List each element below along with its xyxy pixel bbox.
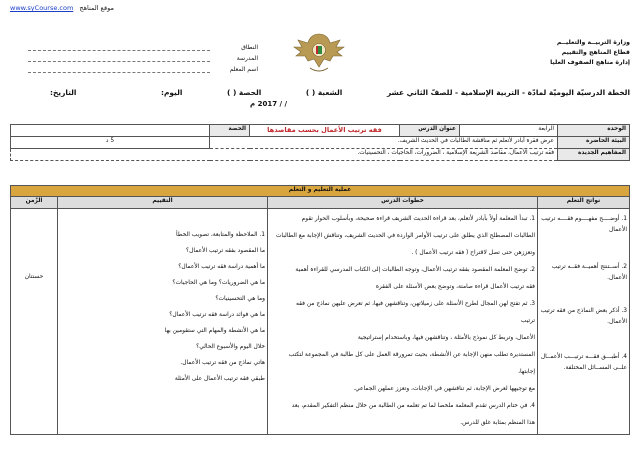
field-row — [28, 51, 258, 62]
outcomes-cell — [538, 209, 630, 435]
assessment-item: هاتي نماذج من فقه ترتيب الأعمال. — [180, 360, 265, 366]
field-line[interactable] — [28, 65, 210, 73]
assessment-item: 1. الملاحظة والمتابعة، تصويب الخطأ — [176, 232, 265, 238]
outcome-item: 1. أوضــــح مفهــــوم فقــــه ترتيب الأعمال — [541, 216, 627, 233]
period-field: الحصة ( ) — [227, 88, 262, 97]
env-value: عرض فقرة أبادر لأتعلم ثم مناقشة الطالبات في الحديث الشريف. — [210, 137, 558, 149]
assessment-item: وما هي التحسينيات؟ — [215, 296, 265, 302]
lesson-title-value: فقه ترتيب الأعمال بحسب مقاصدها — [250, 125, 400, 137]
concepts-label: المفاهيم الجديدة — [558, 149, 630, 161]
outcome-item: 4. أطبـــق فقـــه ترتيـــب الأعمــال علــى المســائل المختلفة. — [540, 354, 627, 371]
field-row — [28, 62, 258, 73]
table-row — [11, 125, 630, 137]
step-line: هذا المنظم بمثابة غلق للدرس. — [460, 420, 535, 426]
step-line: مع توجيهها لعرض الإجابة، ثم تناقشهن في الإجابات، وتعزز عملهن الجماعي. — [353, 386, 535, 392]
outcome-item: 2. أســتنتج أهميــة فقــه ترتيب الأعمال. — [551, 264, 627, 281]
concepts-value: فقه ترتيب الأعمال، مقاصد الشريعة الإسلامية ، الضرورات، الحاجيات ، التحسينيات. — [11, 149, 558, 161]
uae-emblem-icon — [290, 30, 348, 76]
ministry-line: قطاع المناهج والتقييم — [561, 49, 630, 56]
step-line: 2. توضح المعلمة المقصود بفقه ترتيب الأعمال، وتوجه الطالبات إلى الكتاب المدرسي للقراءة أهمية — [295, 267, 535, 273]
site-url-link[interactable]: www.syCourse.com — [10, 4, 74, 12]
step-line: المستديرة تطلب منهن الإجابة عن الأنشطة، بحيث تمرورقة العمل على كل طالبة في المجموعة لتكتب إجابتها، — [288, 352, 535, 375]
table-row — [11, 209, 630, 435]
ministry-line: وزارة التربيــة والتعليــم — [556, 39, 630, 46]
day-field: اليوم: — [161, 88, 183, 97]
unit-label: الوحدة — [558, 125, 630, 137]
plan-title: الخطة الدرسيّة اليوميّة لمادّة - التربية الإسلامية - للصفّ الثاني عشر — [386, 88, 630, 97]
year-field: / / 2017 م — [250, 100, 288, 108]
field-row — [28, 40, 258, 51]
section-field: الشعبة ( ) — [305, 88, 343, 97]
step-line: الأعمال، وتربط كل نموذج بالأمثلة ، وتناقشهن فيها، وباستخدام إستراتيجية — [357, 335, 535, 341]
lesson-title-label: عنوان الدرس — [400, 125, 460, 137]
process-table — [10, 185, 630, 435]
step-line: ترتيب — [520, 318, 535, 324]
ministry-line: إدارة مناهج الصفوف العليا — [550, 59, 630, 66]
assessment-item: ما هي فوائد دراسة فقه ترتيب الأعمال؟ — [169, 312, 265, 318]
banner-row — [11, 186, 630, 197]
col-assessment: التقييم — [58, 197, 268, 209]
col-steps: خطوات الدرس — [268, 197, 538, 209]
field-line[interactable] — [28, 43, 210, 51]
env-label: البيئة الحاضرة — [558, 137, 630, 149]
assessment-item: ما المقصود بفقه ترتيب الأعمال؟ — [186, 248, 265, 254]
field-label: اسم المعلم — [229, 66, 258, 73]
step-line: 3. ثم تفتح لهن المجال لطرح الأسئلة على زميلاتهن، وتناقشهن فيها، ثم تعرض عليهن نماذج من فقه — [296, 301, 535, 307]
assessment-cell — [58, 209, 268, 435]
site-link-row — [10, 4, 114, 12]
field-label: المدرسة — [236, 55, 258, 62]
col-outcomes: نواتج التعلم — [538, 197, 630, 209]
assessment-item: خلال اليوم والأسبوع الحالي؟ — [196, 344, 265, 350]
period-value — [11, 125, 210, 137]
step-line: فقه ترتيب الأعمال قراءة صامتة، وتوضح بعض الأسئلة على الفقرة — [375, 284, 535, 290]
env-duration: 5 د — [11, 137, 210, 149]
assessment-item: ما هي الأنشطة والمهام التي ستقومين بها — [164, 328, 265, 334]
steps-cell — [268, 209, 538, 435]
outcome-item: 3. أذكر بعض النماذج من فقه ترتيب الأعمال. — [540, 308, 627, 325]
field-line[interactable] — [28, 54, 210, 62]
assessment-item: طبقي فقه ترتيب الأعمال على الأمثلة — [174, 376, 265, 382]
time-cell — [11, 209, 58, 435]
step-line: 1. تبدأ المعلمة أولاً بأبادر لأتعلم، بعد قراءة الحديث الشريف قراءة صحيحة، وبأسلوب الحوار تقوم — [301, 216, 535, 222]
step-line: وتعززهن حتى تصل لاقتراح ( فقه ترتيب الأعمال ) . — [411, 250, 535, 256]
col-time: الزّمن — [11, 197, 58, 209]
info-fields — [28, 40, 258, 73]
process-banner: عملية التعليم و التعلم — [11, 186, 630, 197]
period-label: الحصة — [210, 125, 250, 137]
site-label: موقع المناهج — [79, 4, 114, 12]
step-line: 4. في ختام الدرس تقدم المعلمة ملخصا لما تم تعلمه من الطالبة من خلال منظم التفكير المقدم، بعد — [291, 403, 535, 409]
lesson-info-table — [10, 124, 630, 161]
field-label: النطاق — [241, 44, 258, 51]
table-row — [11, 137, 630, 149]
ministry-block — [550, 38, 630, 68]
plan-title-row — [10, 88, 630, 97]
header-row — [11, 197, 630, 209]
assessment-item: ما هي الضروريات؟ وما هي الحاجيات؟ — [172, 280, 265, 286]
table-row — [11, 149, 630, 161]
unit-value: الرابعة — [460, 125, 558, 137]
date-field: التاريخ: — [50, 88, 77, 97]
time-value: حسنتان — [24, 274, 44, 280]
assessment-item: ما أهمية دراسة فقه ترتيب الأعمال؟ — [178, 264, 265, 270]
step-line: الطالبات المصطلح الذي يطلق على ترتيب الأوامر الواردة في الحديث الشريف، وتناقش الإجابة مع الطالبات — [275, 233, 535, 239]
